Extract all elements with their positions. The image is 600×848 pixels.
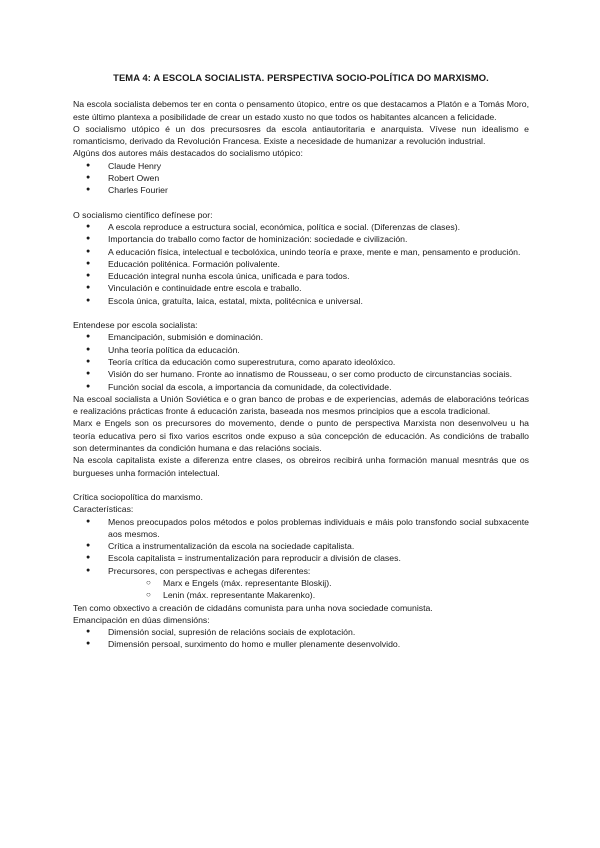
- emancipation-heading: Emancipación en dúas dimensións:: [73, 614, 210, 625]
- document-page: [73, 72, 529, 651]
- list-item: ● Charles Fourier: [73, 184, 529, 196]
- list-item: ● Crítica a instrumentalización da escola na sociedade capitalista.: [73, 540, 529, 552]
- document-title: TEMA 4: A ESCOLA SOCIALISTA. PERSPECTIVA SOCIO-POLÍTICA DO MARXISMO.: [113, 72, 489, 83]
- sub-list-item: ○ Marx e Engels (máx. representante Bloskij).: [108, 577, 529, 589]
- capitalist-school-paragraph: Na escola capitalista existe a diferenza entre clases, os obreiros recibirá unha formación manual mesntrás que os burgueses unha formación intelectual.: [73, 455, 529, 478]
- soviet-paragraph: Na escoal socialista a Unión Soviética e o gran banco de probas e de experiencias, además de elaboracións teóricas e realizacións prácticas fronte á educación zarista, baseada nos mesmos principios que a escola tradicional.: [73, 393, 529, 417]
- list-item: ● Escola única, gratuíta, laica, estatal, mixta, politécnica e universal.: [73, 295, 529, 307]
- list-item: ● A educación física, intelectual e tecbolóxica, unindo teoría e praxe, mente e man, pensamento e produción.: [73, 246, 529, 258]
- list-item: ● Escola capitalista = instrumentalización para reproducir a división de clases.: [73, 552, 529, 564]
- cientifico-list: [73, 221, 529, 307]
- objective-paragraph: Ten como obxectivo a creación de cidadáns comunista para unha nova sociedade comunista.: [73, 602, 433, 613]
- list-item: ● Dimensión social, supresión de relacións sociais de explotación.: [73, 626, 529, 638]
- intro-paragraph-3: Algúns dos autores máis destacados do socialismo utópico:: [73, 148, 303, 159]
- list-item: ● Dimensión persoal, surximento do homo e muller plenamente desenvolvido.: [73, 638, 529, 650]
- intro-paragraph-2: O socialismo utópico é un dos precursosres da escola antiautoritaria e anarquista. Vívese nun idealismo e romanticismo, derivado da Revolución Francesa. Existe a necesidade de humanizar a revolución industrial.: [73, 123, 529, 147]
- list-item: ● Visión do ser humano. Fronte ao innatismo de Rousseau, o ser como producto de circunstancias sociais.: [73, 368, 529, 380]
- critica-heading: Crítica sociopolítica do marxismo.: [73, 491, 203, 502]
- list-item: ● A escola reproduce a estructura social, económica, política e social. (Diferenzas de clases).: [73, 221, 529, 233]
- list-item: ● Claude Henry: [73, 160, 529, 172]
- marx-engels-paragraph: Marx e Engels son os precursores do movemento, dende o punto de perspectiva Marxista non desenvolveu u ha teoría educativa pero si fixo varios escritos onde expuso a súa concepción de educación. As condicións de traballo son determinantes da condición humana e das relacións sociais.: [73, 418, 529, 454]
- critica-list: [73, 516, 529, 602]
- list-item: ● Emancipación, submisión e dominación.: [73, 331, 529, 343]
- precursors-sublist: [108, 577, 529, 602]
- sub-list-item: ○ Lenin (máx. representante Makarenko).: [108, 589, 529, 601]
- list-item: ● Vinculación e continuidade entre escola e traballo.: [73, 282, 529, 294]
- authors-list: [73, 160, 529, 197]
- intro-paragraph-1: Na escola socialista debemos ter en conta o pensamento útopico, entre os que destacamos a Platón e a Tomás Moro, este último plantexa a posibilidade de crear un estado xusto no que todos os habitantes alcancen a felicidade.: [73, 99, 529, 122]
- list-item-label: Precursores, con perspectivas e achegas diferentes:: [108, 565, 311, 576]
- list-item: ● Teoría crítica da educación como superestrutura, como aparato ideolóxico.: [73, 356, 529, 368]
- list-item: ● Robert Owen: [73, 172, 529, 184]
- list-item: ● Unha teoría política da educación.: [73, 344, 529, 356]
- list-item: [73, 565, 529, 602]
- list-item: ● Función social da escola, a importancia da comunidade, da colectividade.: [73, 381, 529, 393]
- list-item: ● Educación politénica. Formación polivalente.: [73, 258, 529, 270]
- entendese-heading: Entendese por escola socialista:: [73, 320, 198, 331]
- list-item: ● Importancia do traballo como factor de hominización: sociedade e civilización.: [73, 233, 529, 245]
- characteristics-heading: Características:: [73, 504, 134, 515]
- entendese-list: [73, 331, 529, 392]
- cientifico-heading: O socialismo científico defínese por:: [73, 209, 213, 220]
- list-item: ● Menos preocupados polos métodos e polos problemas individuais e máis polo transfondo social subxacente aos mesmos.: [73, 516, 529, 541]
- dimensions-list: [73, 626, 529, 651]
- list-item: ● Educación integral nunha escola única, unificada e para todos.: [73, 270, 529, 282]
